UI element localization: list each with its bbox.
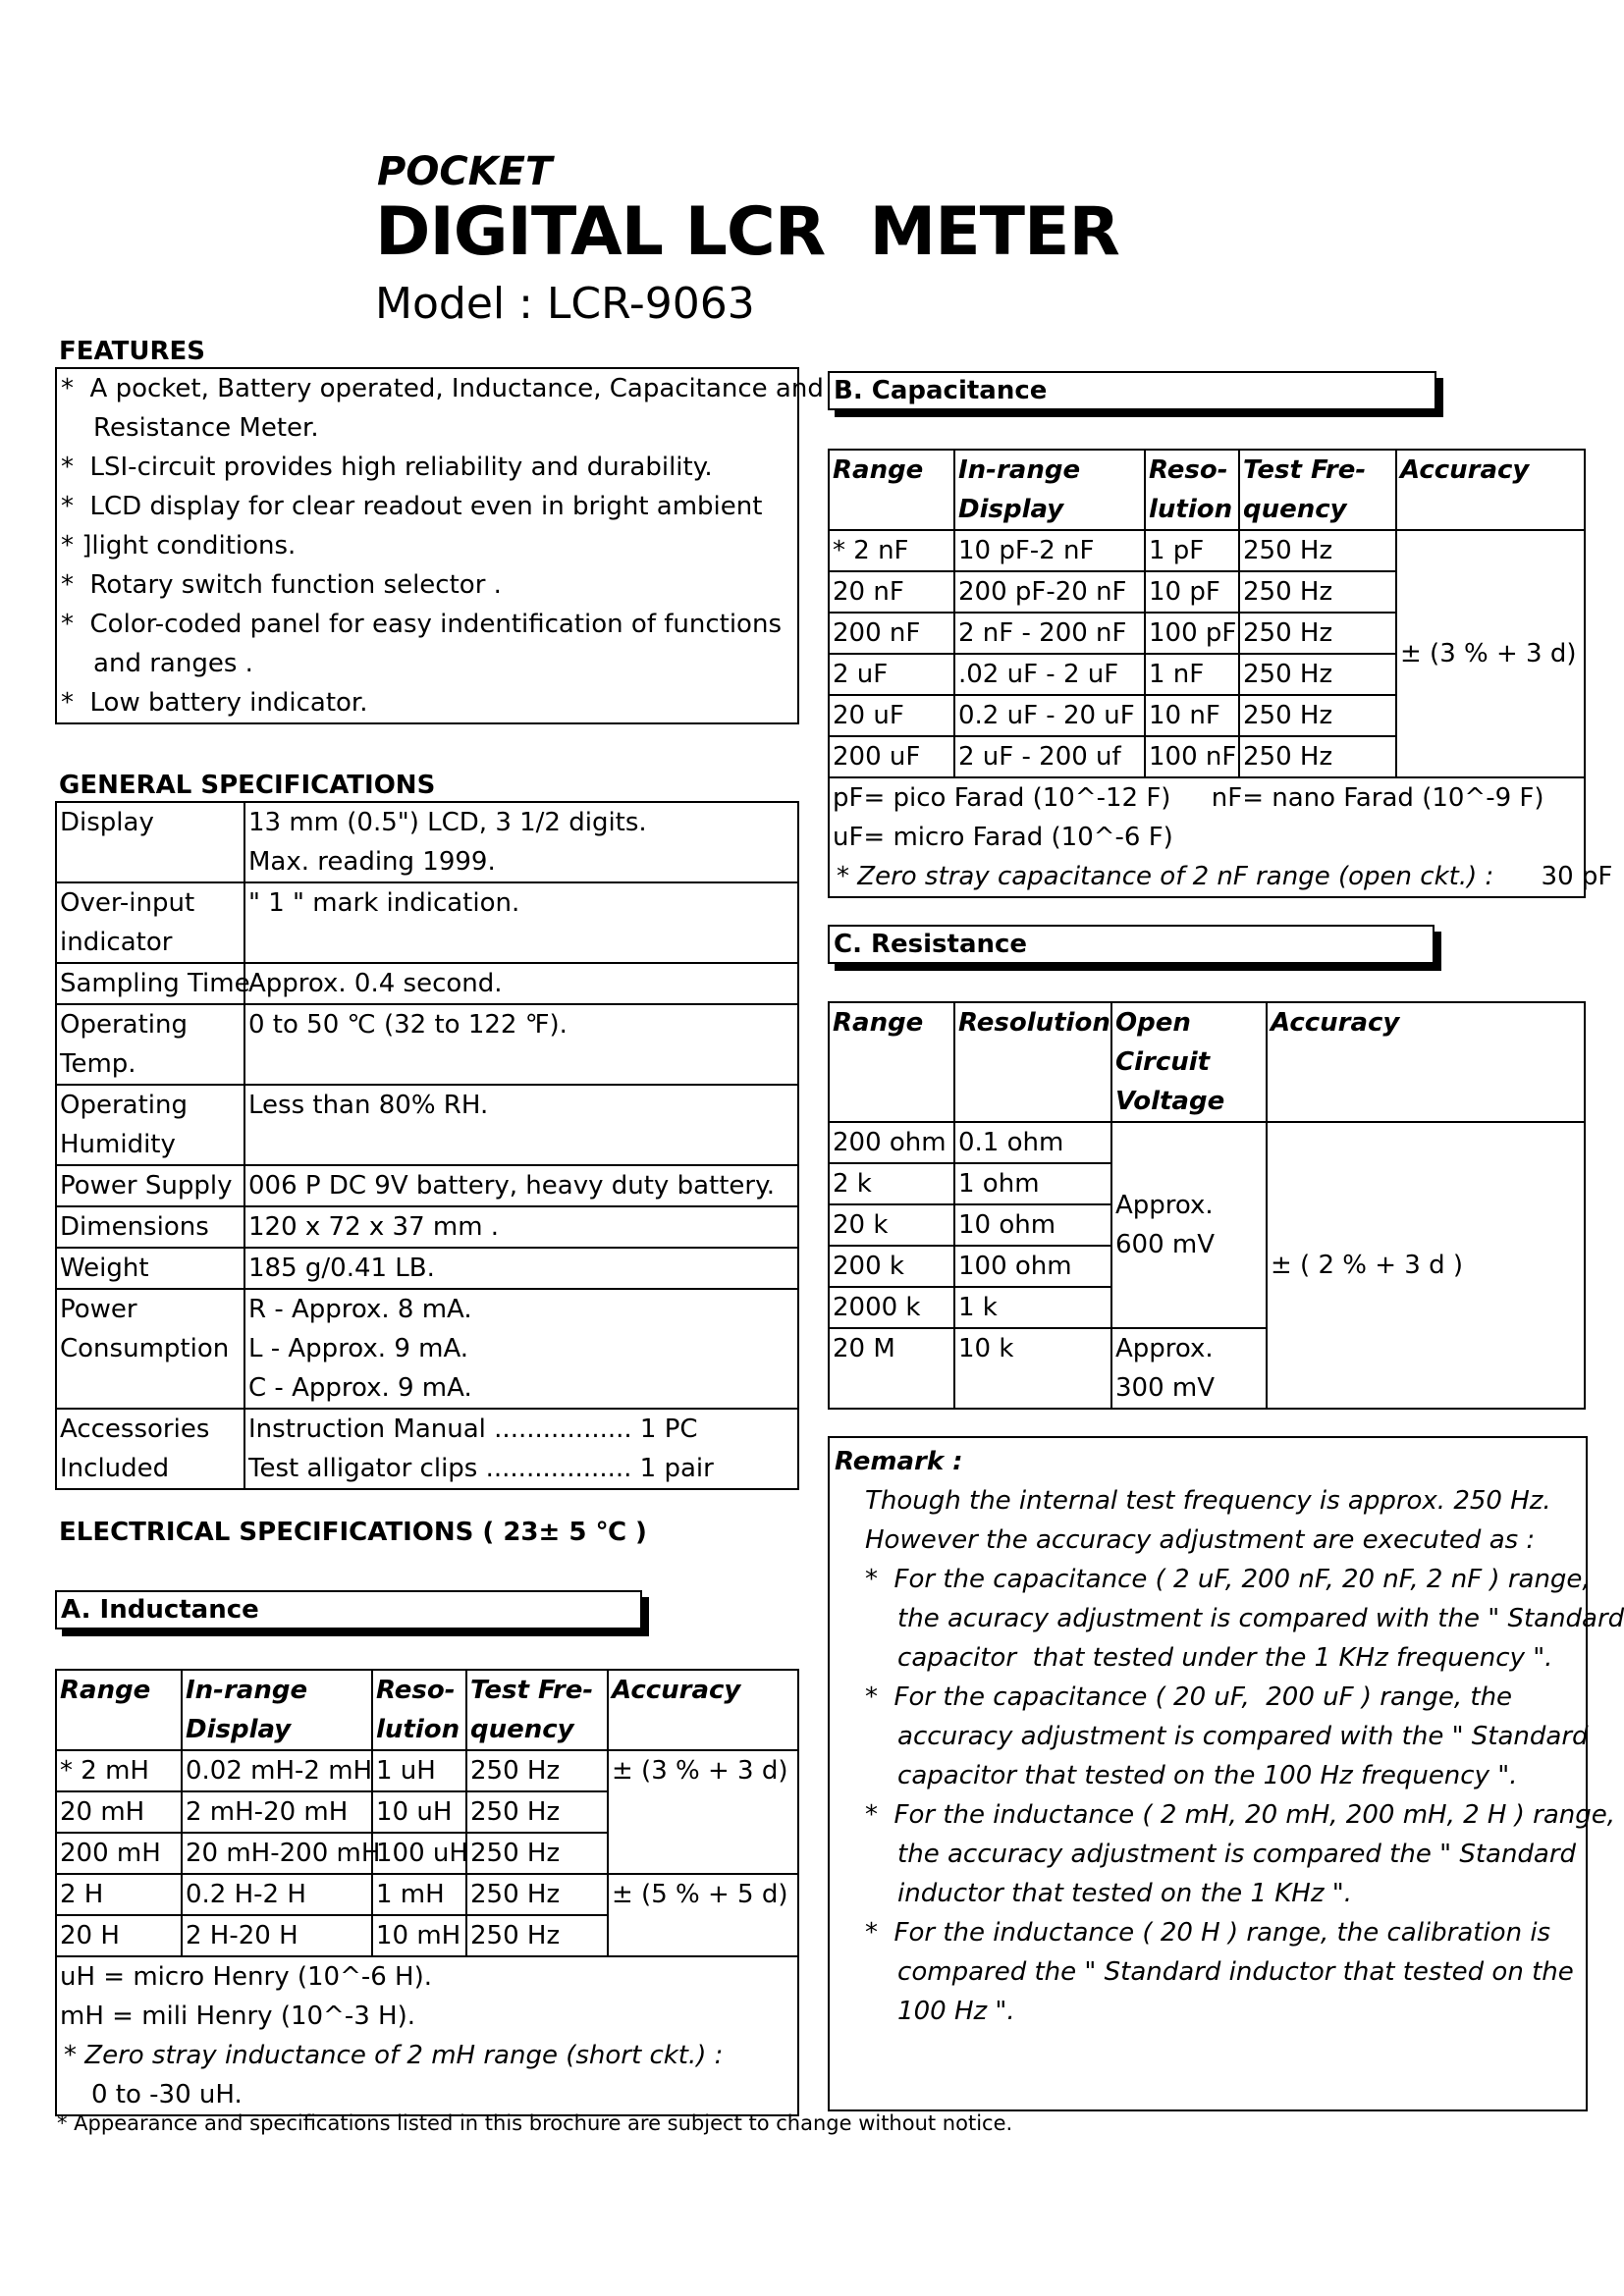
spec-label-line: Included (60, 1454, 170, 1483)
spec-label-line: Temp. (60, 1049, 136, 1079)
remark-box (828, 1436, 1624, 2111)
inductance-frequency: 250 Hz (466, 1874, 608, 1915)
resistance-header-voltage: Open Circuit Voltage (1111, 1002, 1267, 1122)
spec-row (56, 1409, 798, 1489)
inductance-resolution: 10 uH (372, 1791, 466, 1833)
spec-value (244, 1289, 798, 1409)
inductance-range: 2 H (56, 1874, 182, 1915)
spec-label (56, 1409, 244, 1489)
capacitance-frequency: 250 Hz (1239, 695, 1396, 736)
inductance-display: 20 mH-200 mH (182, 1833, 372, 1874)
resistance-voltage-1 (1111, 1122, 1267, 1328)
general-specs-table (55, 801, 799, 1490)
resistance-range: 20 k (829, 1204, 954, 1246)
remark-line: compared the " Standard inductor that tested on the (865, 1957, 1574, 1987)
capacitance-display: 2 uF - 200 uf (954, 736, 1145, 777)
remark-heading: Remark : (835, 1447, 963, 1476)
inductance-range: * 2 mH (56, 1750, 182, 1791)
capacitance-resolution: 1 pF (1145, 530, 1239, 571)
capacitance-display: 10 pF-2 nF (954, 530, 1145, 571)
capacitance-header-resolution: Reso- lution (1145, 450, 1239, 530)
product-title: DIGITAL LCR METER (375, 193, 1119, 271)
feature-line: * ]light conditions. (61, 531, 297, 561)
spec-value-line: " 1 " mark indication. (248, 888, 520, 918)
spec-row (56, 882, 798, 963)
resistance-table (828, 1001, 1586, 1410)
capacitance-range: 200 nF (829, 613, 954, 654)
capacitance-range: 2 uF (829, 654, 954, 695)
spec-value (244, 1248, 798, 1289)
remark-line: the accuracy adjustment is compared the " Standard (865, 1840, 1577, 1869)
spec-label (56, 802, 244, 882)
inductance-heading: A. Inductance (55, 1590, 642, 1629)
spec-value-line: 0 to 50 ℃ (32 to 122 ℉). (248, 1010, 568, 1040)
resistance-voltage-line: Approx. (1115, 1334, 1214, 1363)
spec-value (244, 1004, 798, 1085)
inductance-header-range: Range (56, 1670, 182, 1750)
remark-line: * For the inductance ( 2 mH, 20 mH, 200 mH, 2 H ) range, (865, 1800, 1615, 1830)
inductance-resolution: 1 uH (372, 1750, 466, 1791)
feature-line: * Low battery indicator. (61, 688, 368, 718)
spec-label (56, 1248, 244, 1289)
resistance-resolution: 0.1 ohm (954, 1122, 1111, 1163)
resistance-range: 2 k (829, 1163, 954, 1204)
spec-value (244, 882, 798, 963)
spec-value-line: R - Approx. 8 mA. (248, 1295, 472, 1324)
inductance-range: 20 H (56, 1915, 182, 1956)
capacitance-frequency: 250 Hz (1239, 736, 1396, 777)
inductance-stray-value: 0 to -30 uH. (91, 2080, 243, 2109)
spec-row (56, 1004, 798, 1085)
spec-label-line: Dimensions (60, 1212, 209, 1242)
spec-label (56, 1206, 244, 1248)
spec-row (56, 1248, 798, 1289)
spec-label-line: Over-input (60, 888, 195, 918)
resistance-resolution: 10 ohm (954, 1204, 1111, 1246)
spec-value-line: Approx. 0.4 second. (248, 969, 503, 998)
resistance-header-accuracy: Accuracy (1267, 1002, 1585, 1122)
capacitance-resolution: 10 nF (1145, 695, 1239, 736)
capacitance-frequency: 250 Hz (1239, 571, 1396, 613)
capacitance-resolution: 100 nF (1145, 736, 1239, 777)
spec-value (244, 802, 798, 882)
footer-disclaimer: * Appearance and specifications listed in this brochure are subject to change without notice. (57, 2111, 1013, 2135)
inductance-accuracy-2: ± (5 % + 5 d) (608, 1874, 798, 1956)
resistance-heading: C. Resistance (828, 925, 1435, 964)
spec-value-line: Instruction Manual ................. 1 PC (248, 1415, 698, 1444)
remark-line: Though the internal test frequency is approx. 250 Hz. (865, 1486, 1551, 1516)
feature-line: * Rotary switch function selector . (61, 570, 502, 600)
capacitance-range: 20 nF (829, 571, 954, 613)
resistance-header-range: Range (829, 1002, 954, 1122)
spec-value-line: Less than 80% RH. (248, 1091, 489, 1120)
feature-line: and ranges . (61, 649, 253, 678)
inductance-resolution: 1 mH (372, 1874, 466, 1915)
resistance-resolution: 1 k (954, 1287, 1111, 1328)
capacitance-table (828, 449, 1613, 898)
feature-line: Resistance Meter. (61, 413, 319, 443)
spec-label-line: Operating (60, 1091, 188, 1120)
model-number: Model : LCR-9063 (375, 279, 755, 329)
inductance-resolution: 100 uH (372, 1833, 466, 1874)
spec-value-line: 120 x 72 x 37 mm . (248, 1212, 500, 1242)
inductance-header-display: In-range Display (182, 1670, 372, 1750)
remark-line: capacitor that tested under the 1 KHz frequency ". (865, 1643, 1553, 1673)
inductance-notes (56, 1956, 798, 2115)
inductance-header-resolution: Reso- lution (372, 1670, 466, 1750)
capacitance-display: 200 pF-20 nF (954, 571, 1145, 613)
capacitance-range: * 2 nF (829, 530, 954, 571)
spec-label-line: Power Supply (60, 1171, 233, 1201)
resistance-resolution: 10 k (954, 1328, 1111, 1409)
capacitance-notes (829, 777, 1613, 897)
spec-value-line: Max. reading 1999. (248, 847, 496, 877)
inductance-frequency: 250 Hz (466, 1833, 608, 1874)
inductance-header-accuracy: Accuracy (608, 1670, 798, 1750)
inductance-header-frequency: Test Fre- quency (466, 1670, 608, 1750)
spec-row (56, 963, 798, 1004)
capacitance-resolution: 100 pF (1145, 613, 1239, 654)
capacitance-display: .02 uF - 2 uF (954, 654, 1145, 695)
resistance-range: 2000 k (829, 1287, 954, 1328)
resistance-range: 200 k (829, 1246, 954, 1287)
capacitance-frequency: 250 Hz (1239, 613, 1396, 654)
resistance-header-resolution: Resolution (954, 1002, 1111, 1122)
remark-line: inductor that tested on the 1 KHz ". (865, 1879, 1352, 1908)
resistance-range: 20 M (829, 1328, 954, 1409)
inductance-stray-note: * Zero stray inductance of 2 mH range (short ckt.) : (64, 2041, 724, 2070)
capacitance-header-accuracy: Accuracy (1396, 450, 1585, 530)
spec-value (244, 1206, 798, 1248)
inductance-display: 0.2 H-2 H (182, 1874, 372, 1915)
spec-value-line: 13 mm (0.5") LCD, 3 1/2 digits. (248, 808, 647, 837)
capacitance-heading: B. Capacitance (828, 371, 1436, 410)
inductance-display: 2 mH-20 mH (182, 1791, 372, 1833)
capacitance-frequency: 250 Hz (1239, 530, 1396, 571)
electrical-specs-heading: ELECTRICAL SPECIFICATIONS ( 23± 5 ℃ ) (59, 1518, 647, 1547)
spec-label-line: Display (60, 808, 154, 837)
spec-label (56, 1289, 244, 1409)
spec-label (56, 1085, 244, 1165)
capacitance-stray-value: 30 pF (1541, 862, 1613, 891)
inductance-row (56, 1874, 798, 1915)
inductance-row (56, 1750, 798, 1791)
feature-line: * Color-coded panel for easy indentification of functions (61, 610, 782, 639)
feature-line: * A pocket, Battery operated, Inductance, Capacitance and (61, 374, 824, 403)
spec-label-line: Humidity (60, 1130, 176, 1159)
inductance-frequency: 250 Hz (466, 1915, 608, 1956)
spec-value-line: Test alligator clips .................. 1 pair (248, 1454, 714, 1483)
capacitance-resolution: 1 nF (1145, 654, 1239, 695)
spec-value-line: L - Approx. 9 mA. (248, 1334, 469, 1363)
remark-line: accuracy adjustment is compared with the " Standard (865, 1722, 1589, 1751)
resistance-accuracy: ± ( 2 % + 3 d ) (1267, 1122, 1585, 1409)
spec-label-line: Accessories (60, 1415, 210, 1444)
capacitance-range: 20 uF (829, 695, 954, 736)
inductance-note: uH = micro Henry (10^-6 H). (60, 1962, 433, 1992)
resistance-voltage-line: Approx. (1115, 1191, 1214, 1220)
inductance-accuracy-1: ± (3 % + 3 d) (608, 1750, 798, 1874)
spec-value (244, 963, 798, 1004)
spec-label-line: Operating (60, 1010, 188, 1040)
spec-label (56, 1004, 244, 1085)
capacitance-range: 200 uF (829, 736, 954, 777)
inductance-display: 0.02 mH-2 mH (182, 1750, 372, 1791)
resistance-voltage-2 (1111, 1328, 1267, 1409)
product-kicker: POCKET (377, 149, 553, 194)
spec-value-line: 185 g/0.41 LB. (248, 1254, 435, 1283)
capacitance-header-display: In-range Display (954, 450, 1145, 530)
capacitance-note: uF= micro Farad (10^-6 F) (833, 823, 1173, 852)
spec-label-line: Consumption (60, 1334, 230, 1363)
spec-label-line: Sampling Time (60, 969, 250, 998)
spec-row (56, 1085, 798, 1165)
resistance-row (829, 1122, 1585, 1163)
spec-label (56, 1165, 244, 1206)
inductance-table (55, 1669, 799, 2116)
spec-label-line: indicator (60, 928, 173, 957)
resistance-range: 200 ohm (829, 1122, 954, 1163)
capacitance-header-frequency: Test Fre- quency (1239, 450, 1396, 530)
spec-value (244, 1085, 798, 1165)
resistance-voltage-line: 600 mV (1115, 1230, 1216, 1259)
capacitance-display: 2 nF - 200 nF (954, 613, 1145, 654)
spec-value (244, 1165, 798, 1206)
capacitance-stray-line (833, 857, 1613, 896)
features-box (55, 367, 824, 724)
spec-row (56, 1206, 798, 1248)
spec-label-line: Weight (60, 1254, 149, 1283)
remark-line: However the accuracy adjustment are executed as : (865, 1525, 1536, 1555)
spec-label-line: Power (60, 1295, 137, 1324)
capacitance-resolution: 10 pF (1145, 571, 1239, 613)
features-heading: FEATURES (59, 337, 205, 366)
remark-line: the acuracy adjustment is compared with the " Standard (865, 1604, 1624, 1633)
spec-value-line: 006 P DC 9V battery, heavy duty battery. (248, 1171, 776, 1201)
capacitance-note: pF= pico Farad (10^-12 F) nF= nano Farad (10^-9 F) (833, 783, 1544, 813)
spec-row (56, 1289, 798, 1409)
remark-line: capacitor that tested on the 100 Hz frequency ". (865, 1761, 1518, 1790)
inductance-resolution: 10 mH (372, 1915, 466, 1956)
capacitance-header-range: Range (829, 450, 954, 530)
inductance-range: 200 mH (56, 1833, 182, 1874)
spec-value-line: C - Approx. 9 mA. (248, 1373, 472, 1403)
spec-row (56, 1165, 798, 1206)
capacitance-accuracy: ± (3 % + 3 d) (1396, 530, 1585, 777)
remark-line: * For the capacitance ( 20 uF, 200 uF ) range, the (865, 1682, 1513, 1712)
inductance-display: 2 H-20 H (182, 1915, 372, 1956)
spec-value (244, 1409, 798, 1489)
remark-line: * For the capacitance ( 2 uF, 200 nF, 20 nF, 2 nF ) range, (865, 1565, 1591, 1594)
capacitance-stray-note: * Zero stray capacitance of 2 nF range (open ckt.) : (837, 862, 1494, 891)
capacitance-row (829, 530, 1585, 571)
resistance-voltage-line: 300 mV (1115, 1373, 1216, 1403)
feature-line: * LSI-circuit provides high reliability and durability. (61, 453, 713, 482)
inductance-range: 20 mH (56, 1791, 182, 1833)
spec-label (56, 882, 244, 963)
inductance-frequency: 250 Hz (466, 1791, 608, 1833)
general-specs-heading: GENERAL SPECIFICATIONS (59, 771, 436, 800)
spec-label (56, 963, 250, 1004)
inductance-frequency: 250 Hz (466, 1750, 608, 1791)
capacitance-display: 0.2 uF - 20 uF (954, 695, 1145, 736)
remark-line: 100 Hz ". (865, 1997, 1015, 2026)
resistance-resolution: 100 ohm (954, 1246, 1111, 1287)
inductance-note: mH = mili Henry (10^-3 H). (60, 2002, 415, 2031)
feature-line: * LCD display for clear readout even in bright ambient (61, 492, 763, 521)
resistance-resolution: 1 ohm (954, 1163, 1111, 1204)
remark-line: * For the inductance ( 20 H ) range, the calibration is (865, 1918, 1551, 1948)
capacitance-frequency: 250 Hz (1239, 654, 1396, 695)
spec-row (56, 802, 798, 882)
